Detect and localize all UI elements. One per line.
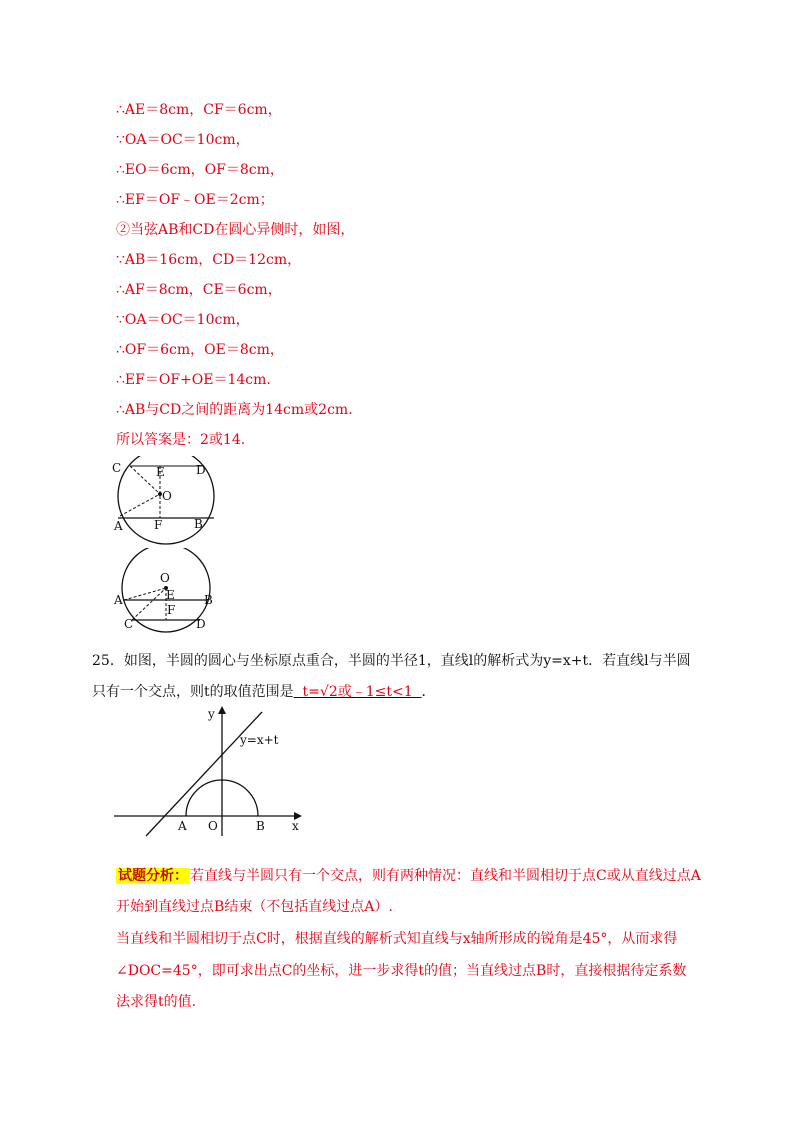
label-a: A [114,519,123,533]
analysis-line1: 试题分析： 若直线与半圆只有一个交点，则有两种情况：直线和半圆相切于点C或从直线过点A [118,868,701,884]
solution-line: ∴EF＝OF﹣OE＝2cm； [116,192,274,208]
question-25-suffix: ． [421,684,436,700]
label-o: O [208,819,218,833]
analysis-line2: 开始到直线过点B结束（不包括直线过点A）. [116,899,393,915]
label-x: x [292,819,299,833]
analysis-line5: 法求得t的值. [116,994,197,1010]
y-axis-arrow [218,706,226,714]
label-f: F [167,603,176,617]
solution-line: ∴AB与CD之间的距离为14cm或2cm. [116,402,353,418]
answer: t=√2或﹣1≤t<1 [302,684,413,700]
question-25-line1: 25．如图，半圆的圆心与坐标原点重合，半圆的半径1，直线l的解析式为y=x+t．若直线l与半圆 [92,653,691,669]
solution-line: ②当弦AB和CD在圆心异侧时，如图， [116,222,355,238]
solution-line: 所以答案是：2或14. [116,432,246,448]
semicircle-graph [112,702,308,842]
circle-figure-same-side [108,456,224,546]
solution-line: ∵AB＝16cm，CD＝12cm， [116,252,302,268]
label-d: D [196,463,206,477]
label-b: B [256,819,265,833]
label-f: F [154,518,163,532]
label-d: D [196,617,206,631]
label-a: A [178,819,187,833]
solution-line: ∴EO＝6cm，OF＝8cm， [116,162,284,178]
label-c: C [112,461,122,475]
label-b: B [194,517,203,531]
question-25-line2 [92,681,436,701]
segment-oa [120,494,160,516]
label-c: C [124,617,134,631]
label-o: O [162,489,172,503]
solution-line: ∴EF＝OF+OE＝14cm. [116,372,271,388]
label-a: A [114,593,123,607]
solution-line: ∴AE＝8cm，CF＝6cm， [116,102,282,118]
analysis-line3: 当直线和半圆相切于点C时，根据直线的解析式知直线与x轴所形成的锐角是45°，从而求得 [116,931,678,947]
label-e: E [166,588,175,602]
solution-line: ∴OF＝6cm，OE＝8cm， [116,342,284,358]
question-25-prefix: 只有一个交点，则t的取值范围是 [92,684,294,700]
solution-line: ∵OA＝OC＝10cm， [116,312,250,328]
circle-figure-opposite-sides [108,548,224,634]
label-o: O [160,571,170,585]
line-l [146,712,262,836]
solution-line: ∴AF＝8cm，CE＝6cm， [116,282,282,298]
analysis-line4: ∠DOC=45°，即可求出点C的坐标，进一步求得t的值；当直线过点B时，直接根据待定系数 [116,963,687,979]
analysis-tag: 试题分析： [118,868,188,884]
label-y: y [208,707,215,721]
label-equation: y=x+t [240,733,279,747]
label-e: E [156,465,165,479]
label-b: B [204,593,213,607]
solution-line: ∵OA＝OC＝10cm， [116,132,250,148]
